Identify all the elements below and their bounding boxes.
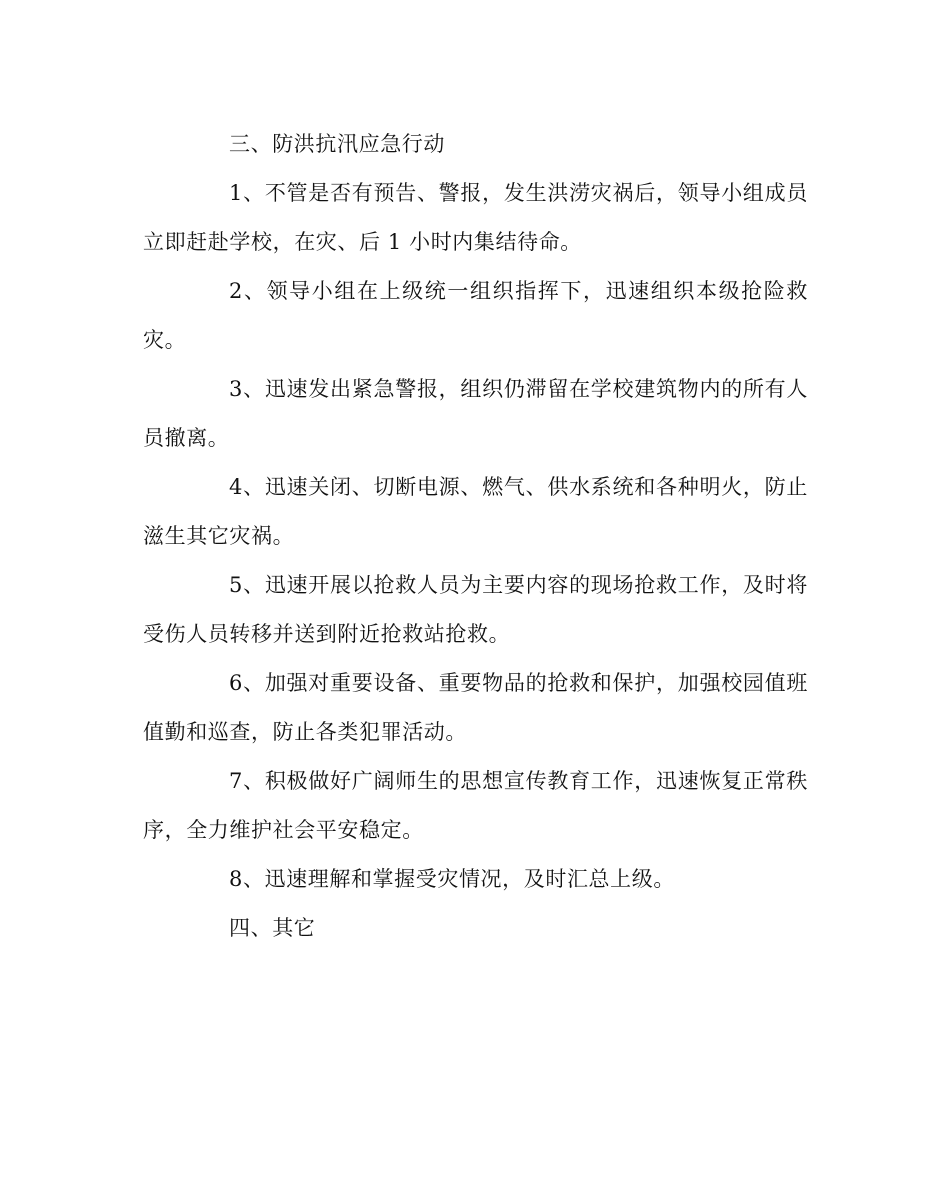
item-4-paragraph: 4、迅速关闭、切断电源、燃气、供水系统和各种明火，防止滋生其它灾祸。 [143, 475, 808, 548]
item-5-paragraph: 5、迅速开展以抢救人员为主要内容的现场抢救工作，及时将受伤人员转移并送到附近抢救站抢救。 [143, 573, 808, 646]
document-body [143, 120, 808, 953]
item-3-paragraph: 3、迅速发出紧急警报，组织仍滞留在学校建筑物内的所有人员撤离。 [143, 377, 808, 450]
item-1-paragraph: 1、不管是否有预告、警报，发生洪涝灾祸后，领导小组成员立即赶赴学校，在灾、后 1 小时内集结待命。 [143, 181, 808, 254]
item-8-paragraph: 8、迅速理解和掌握受灾情况，及时汇总上级。 [229, 867, 675, 891]
section-four-heading: 四、其它 [229, 916, 316, 940]
item-7-paragraph: 7、积极做好广阔师生的思想宣传教育工作，迅速恢复正常秩序，全力维护社会平安稳定。 [143, 769, 808, 842]
item-2-paragraph: 2、领导小组在上级统一组织指挥下，迅速组织本级抢险救灾。 [143, 279, 808, 352]
section-three-heading: 三、防洪抗汛应急行动 [229, 132, 445, 156]
item-6-paragraph: 6、加强对重要设备、重要物品的抢救和保护，加强校园值班值勤和巡查，防止各类犯罪活动。 [143, 671, 808, 744]
